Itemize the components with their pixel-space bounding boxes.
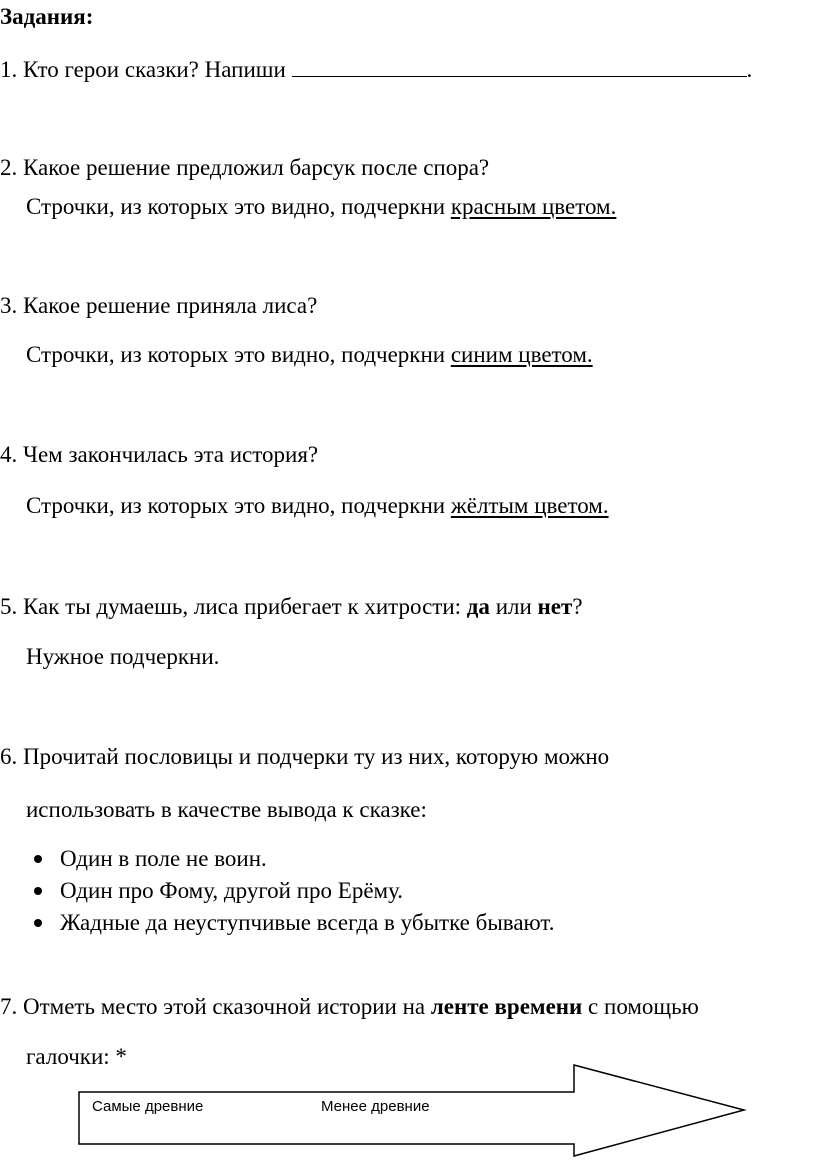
task-3-question bbox=[0, 294, 317, 317]
task-5-yes-option[interactable]: да bbox=[466, 594, 490, 619]
task-1-text: Кто герои сказки? Напиши bbox=[23, 57, 286, 82]
task-7-line-1-end: с помощью bbox=[588, 994, 699, 1019]
task-3-question-text: Какое решение приняла лиса? bbox=[23, 293, 318, 318]
task-7-line-1 bbox=[0, 995, 699, 1018]
task-3-instruction-text: Строчки, из которых это видно, подчеркни bbox=[26, 342, 446, 367]
worksheet-heading: Задания: bbox=[0, 4, 94, 29]
timeline-right-label: Менее древние bbox=[321, 1098, 430, 1115]
task-4-question-text: Чем закончилась эта история? bbox=[23, 442, 319, 467]
task-5-question bbox=[0, 595, 583, 618]
timeline-left-label: Самые древние bbox=[92, 1098, 204, 1115]
task-1 bbox=[0, 58, 752, 81]
task-4-yellow-color-phrase: жёлтым цветом. bbox=[450, 493, 609, 518]
task-5-instruction: Нужное подчеркни. bbox=[26, 644, 220, 669]
task-2-number: 2. bbox=[0, 155, 18, 180]
task-5-number: 5. bbox=[0, 594, 18, 619]
task-3-instruction bbox=[26, 343, 593, 366]
task-2-instruction-text: Строчки, из которых это видно, подчеркни bbox=[26, 194, 446, 219]
task-2-question-text: Какое решение предложил барсук после спора? bbox=[23, 155, 490, 180]
task-2-question bbox=[0, 156, 489, 179]
task-7-line-2: галочки: * bbox=[26, 1044, 127, 1069]
task-5-or-text: или bbox=[495, 594, 532, 619]
task-4-question bbox=[0, 443, 318, 466]
task-6-line-1 bbox=[0, 745, 609, 768]
task-1-end: . bbox=[746, 57, 753, 82]
task-2-instruction bbox=[26, 195, 616, 218]
task-6-line-1-text: Прочитай пословицы и подчерки ту из них, которую можно bbox=[23, 744, 610, 769]
bullet-icon bbox=[34, 855, 42, 863]
bullet-icon bbox=[34, 919, 42, 927]
task-2-red-color-phrase: красным цветом. bbox=[450, 194, 617, 219]
task-5-no-option[interactable]: нет bbox=[537, 594, 573, 619]
bullet-icon bbox=[34, 887, 42, 895]
task-7-line-1-start: Отметь место этой сказочной истории на bbox=[23, 994, 426, 1019]
proverb-2[interactable]: Один про Фому, другой про Ерёму. bbox=[60, 878, 404, 903]
task-4-number: 4. bbox=[0, 442, 18, 467]
task-5-question-mark: ? bbox=[572, 594, 583, 619]
proverb-1[interactable]: Один в поле не воин. bbox=[60, 846, 267, 871]
task-1-number: 1. bbox=[0, 57, 18, 82]
proverb-3[interactable]: Жадные да неуступчивые всегда в убытке бывают. bbox=[60, 910, 555, 935]
task-4-instruction bbox=[26, 494, 609, 517]
task-7-line-1-bold: ленте времени bbox=[430, 994, 583, 1019]
task-5-question-text: Как ты думаешь, лиса прибегает к хитрости: bbox=[23, 594, 462, 619]
task-7-number: 7. bbox=[0, 994, 18, 1019]
task-4-instruction-text: Строчки, из которых это видно, подчеркни bbox=[26, 493, 446, 518]
task-6-number: 6. bbox=[0, 744, 18, 769]
task-3-blue-color-phrase: синим цветом. bbox=[450, 342, 593, 367]
timeline-arrow[interactable] bbox=[78, 1064, 748, 1158]
task-3-number: 3. bbox=[0, 293, 18, 318]
task-6-line-2: использовать в качестве вывода к сказке: bbox=[26, 797, 427, 822]
answer-blank-line[interactable] bbox=[292, 75, 747, 77]
